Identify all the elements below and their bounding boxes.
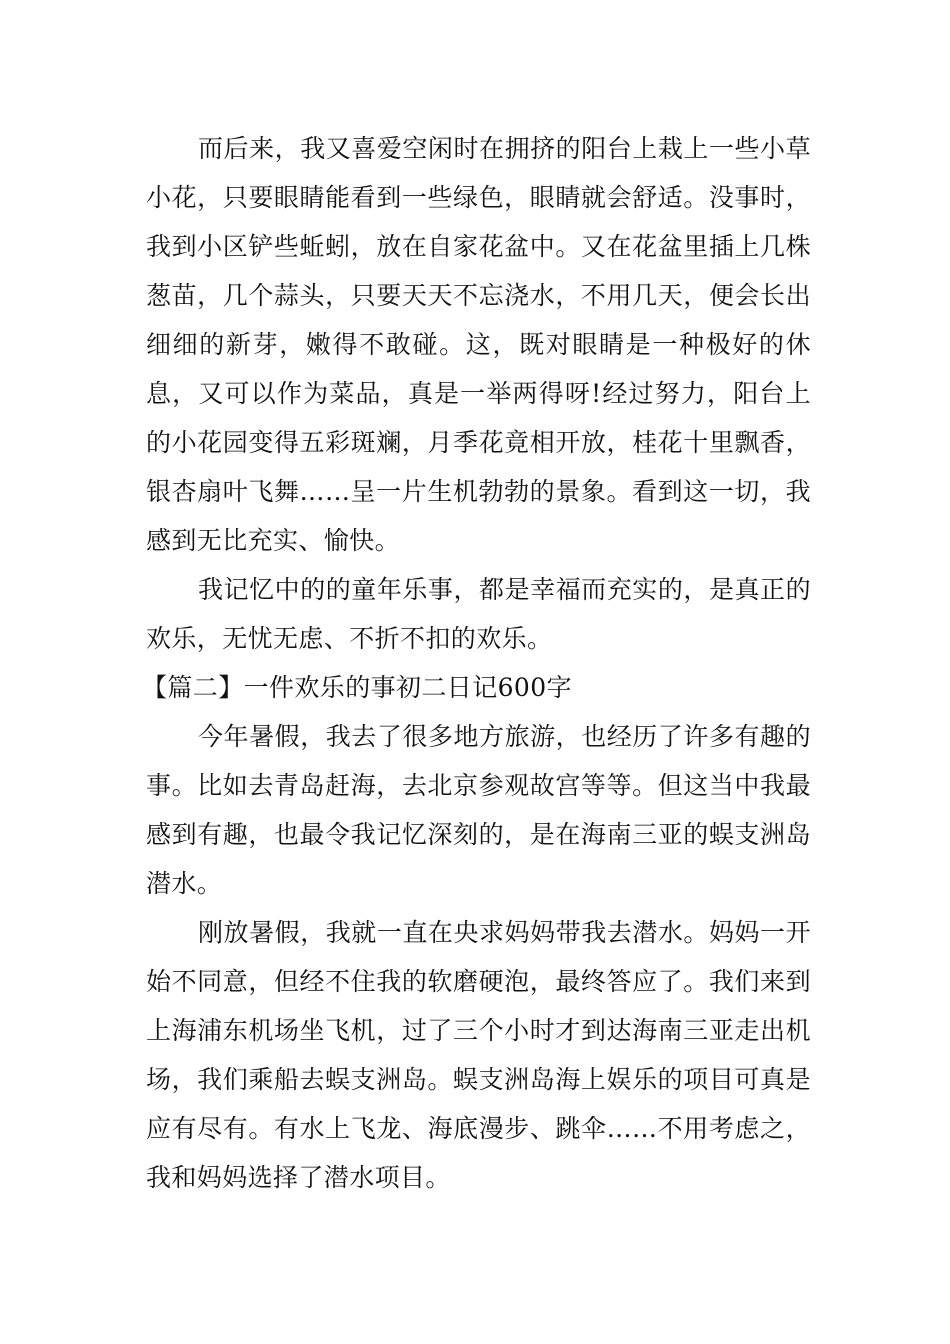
paragraph-childhood-joy: 我记忆中的的童年乐事，都是幸福而充实的，是真正的欢乐，无忧无虑、不折不扣的欢乐。 (146, 575, 811, 653)
section-heading: 【篇二】一件欢乐的事初二日记600字 (142, 673, 572, 702)
paragraph-summer-travel: 今年暑假，我去了很多地方旅游，也经历了许多有趣的事。比如去青岛赶海，去北京参观故宫等等。但这当中我最感到有趣，也最令我记忆深刻的，是在海南三亚的蜈支洲岛潜水。 (146, 722, 811, 898)
paragraph-balcony-garden: 而后来，我又喜爱空闲时在拥挤的阳台上栽上一些小草小花，只要眼睛能看到一些绿色，眼睛就会舒适。没事时，我到小区铲些蚯蚓，放在自家花盆中。又在花盆里插上几株葱苗，几个蒜头，只要天天不忘浇水，不用几天，便会长出细细的新芽，嫩得不敢碰。这，既对眼睛是一种极好的休息，又可以作为菜品，真是一举两得呀!经过努力，阳台上的小花园变得五彩斑斓，月季花竟相开放，桂花十里飘香，银杏扇叶飞舞……呈一片生机勃勃的景象。看到这一切，我感到无比充实、愉快。 (146, 134, 811, 555)
paragraph-diving-trip: 刚放暑假，我就一直在央求妈妈带我去潜水。妈妈一开始不同意，但经不住我的软磨硬泡，最终答应了。我们来到上海浦东机场坐飞机，过了三个小时才到达海南三亚走出机场，我们乘船去蜈支洲岛。蜈支洲岛海上娱乐的项目可真是应有尽有。有水上飞龙、海底漫步、跳伞……不用考虑之，我和妈妈选择了潜水项目。 (146, 918, 811, 1192)
document-body (142, 124, 811, 1202)
